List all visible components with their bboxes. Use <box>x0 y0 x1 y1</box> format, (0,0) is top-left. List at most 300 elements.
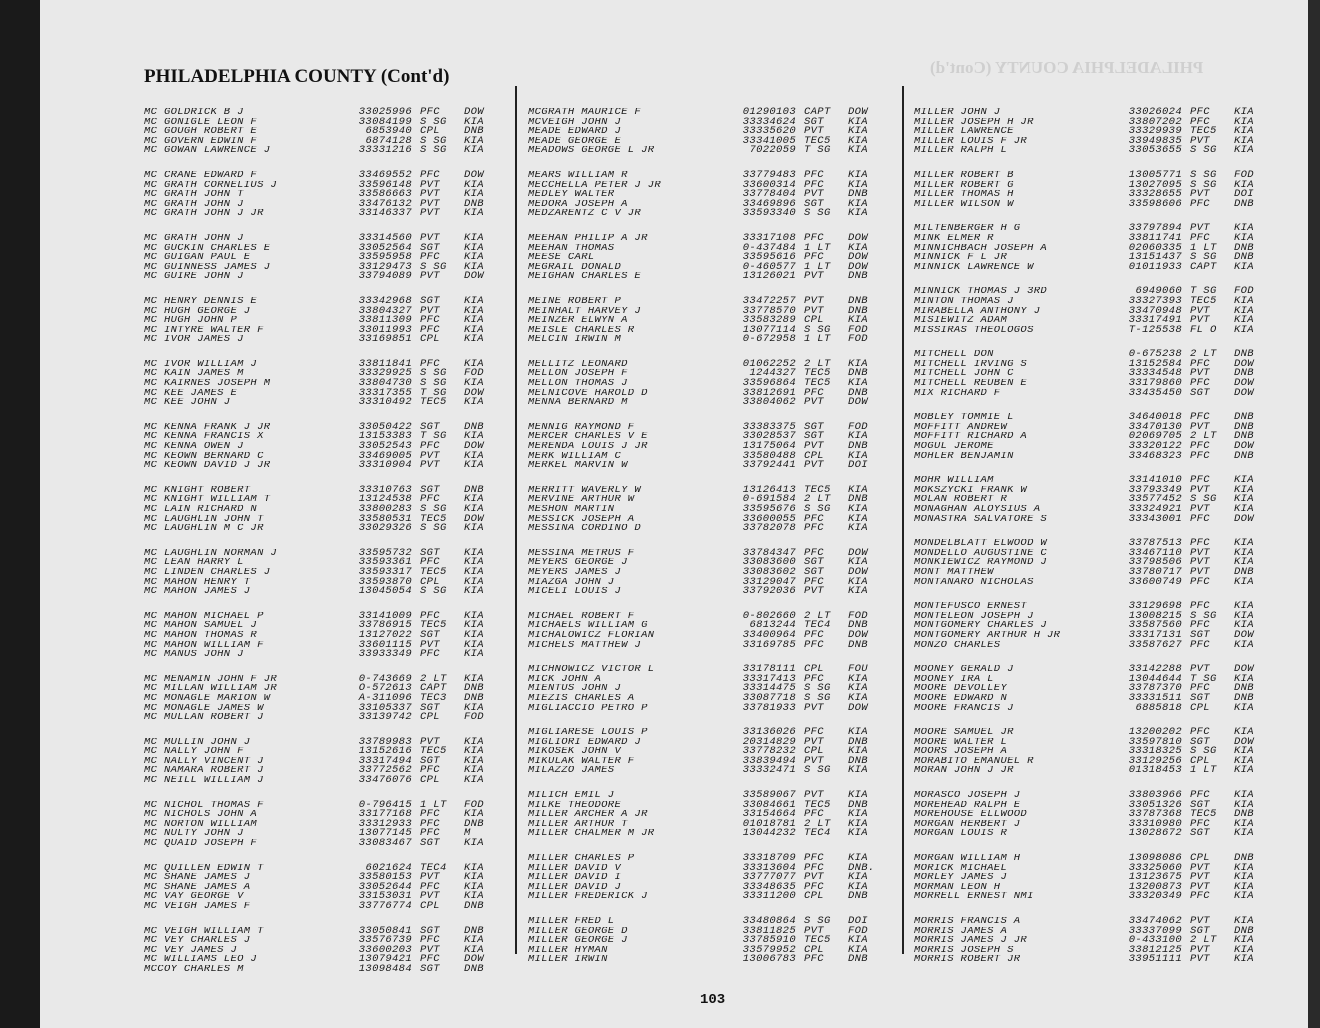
roster-row <box>528 587 882 597</box>
rank: T SG <box>1190 672 1217 685</box>
serial-number: 33587560 <box>1128 619 1182 632</box>
roster-block <box>144 609 498 661</box>
status: DNB <box>848 270 868 283</box>
serial-number: 02069705 <box>1128 430 1182 443</box>
rank: TEC5 <box>804 377 831 390</box>
status: KIA <box>464 861 484 874</box>
status: KIA <box>848 682 868 695</box>
rank: PFC <box>1190 231 1210 244</box>
status: KIA <box>464 323 484 336</box>
roster-row <box>528 272 882 282</box>
status: KIA <box>848 241 868 254</box>
serial-number: T-125538 <box>1128 323 1182 336</box>
rank: SGT <box>804 430 824 443</box>
rank: S SG <box>804 503 831 515</box>
serial-number: 33792441 <box>742 459 796 472</box>
serial-number: 33776774 <box>358 900 412 912</box>
soldier-name: MC KNIGHT WILLIAM T <box>144 495 271 505</box>
serial-number: 33812691 <box>742 386 796 399</box>
roster-row <box>144 304 498 317</box>
rank: PVT <box>1190 222 1210 235</box>
page-number: 103 <box>700 992 726 1008</box>
serial-number: 33087718 <box>742 691 796 704</box>
soldier-name: MCGRATH MAURICE F <box>528 108 642 118</box>
rank: PFC <box>420 251 440 264</box>
serial-number: 33317355 <box>358 386 412 399</box>
serial-number: 33317108 <box>742 231 796 244</box>
soldier-name: MC GOUGH ROBERT E <box>144 127 258 137</box>
soldier-name: MEINHALT HARVEY J <box>528 306 642 317</box>
rank: PFC <box>1190 638 1210 651</box>
soldier-name: MC MILLAN WILLIAM JR <box>144 684 278 694</box>
status: KIA <box>1234 817 1254 830</box>
serial-number: 33320122 <box>1128 440 1182 453</box>
serial-number: 33312933 <box>358 817 412 830</box>
rank: PFC <box>1190 789 1210 802</box>
roster-row <box>144 691 498 704</box>
soldier-name: MC VEY CHARLES J <box>144 936 251 946</box>
serial-number: 33804730 <box>358 377 412 390</box>
rank: SGT <box>1190 735 1210 748</box>
rank: PFC <box>804 386 824 399</box>
serial-number: 33933349 <box>358 648 412 661</box>
status: KIA <box>848 503 868 515</box>
soldier-name: MC KEE JAMES E <box>144 388 238 399</box>
status: DNB <box>1234 241 1254 254</box>
roster-row <box>914 442 1268 452</box>
soldier-name: MINNICK LAWRENCE W <box>914 262 1034 273</box>
serial-number: 33777077 <box>742 871 796 884</box>
rank: PFC <box>420 953 440 966</box>
serial-number: 1244327 <box>749 367 796 380</box>
soldier-name: MILLER HYMAN <box>528 945 608 956</box>
soldier-name: MERK WILLIAM C <box>528 451 622 462</box>
rank: SGT <box>420 837 440 850</box>
serial-number: 33154664 <box>742 808 796 821</box>
rank: PFC <box>1190 115 1210 128</box>
roster-block <box>528 294 882 346</box>
status: KIA <box>464 134 484 147</box>
soldier-name: MENNIG RAYMOND F <box>528 422 635 433</box>
rank: 1 LT <box>420 798 447 811</box>
serial-number: 13098484 <box>358 962 412 975</box>
soldier-name: MONTGOMERY ARTHUR H JR <box>914 630 1061 641</box>
roster-row <box>528 728 882 738</box>
serial-number: 0-675238 <box>1128 348 1182 361</box>
serial-number: 13077114 <box>742 323 796 336</box>
roster-block <box>914 728 1268 776</box>
status: KIA <box>464 241 484 254</box>
serial-number: 33028537 <box>742 430 796 443</box>
status: DNB <box>848 798 868 811</box>
serial-number: 33169851 <box>358 333 412 346</box>
roster-row <box>528 701 882 714</box>
soldier-name: MEINZER ELWYN A <box>528 316 628 326</box>
status: KIA <box>464 459 484 472</box>
status: KIA <box>848 377 868 390</box>
rank: TEC5 <box>804 367 831 380</box>
roster-row <box>144 115 498 128</box>
roster-row <box>914 766 1268 776</box>
roster-row <box>528 575 882 588</box>
roster-block <box>914 917 1268 965</box>
rank: PFC <box>804 178 824 191</box>
serial-number: 33083600 <box>742 556 796 569</box>
rank: PVT <box>1190 483 1210 496</box>
roster-row <box>144 432 498 442</box>
soldier-name: MC LEAN HARRY L <box>144 558 244 568</box>
status: DOI <box>848 459 868 472</box>
status: DOW <box>1234 386 1254 399</box>
rank: SGT <box>1190 386 1210 399</box>
serial-number: 0-433100 <box>1128 934 1182 947</box>
rank: PFC <box>804 808 824 821</box>
status: KIA <box>1234 798 1254 811</box>
status: DOW <box>1234 377 1254 390</box>
soldier-name: MILLER CHARLES P <box>528 854 635 864</box>
serial-number: 33083467 <box>358 837 412 850</box>
rank: PFC <box>420 808 440 821</box>
roster-row <box>528 854 882 864</box>
serial-number: 13175064 <box>742 440 796 453</box>
roster-row <box>914 369 1268 379</box>
roster-row <box>144 178 498 191</box>
status: DOW <box>1234 440 1254 453</box>
serial-number: 33949835 <box>1128 134 1182 147</box>
rank: S SG <box>420 115 447 128</box>
rank: CPL <box>804 449 824 462</box>
status: DNB <box>464 691 484 704</box>
serial-number: 33811741 <box>1128 231 1182 244</box>
serial-number: 13153383 <box>358 430 412 443</box>
serial-number: 33332471 <box>742 764 796 777</box>
soldier-name: MC KAIN JAMES M <box>144 369 244 380</box>
soldier-name: MC NORTON WILLIAM <box>144 819 258 830</box>
soldier-name: MOHR WILLIAM <box>914 476 994 486</box>
serial-number: 33595616 <box>742 251 796 264</box>
rank: TEC5 <box>420 619 447 632</box>
rank: TEC5 <box>420 396 447 409</box>
soldier-name: MINNICK F L JR <box>914 253 1008 263</box>
soldier-name: MILLER RALPH L <box>914 146 1008 156</box>
roster-block <box>914 476 1268 524</box>
roster-block <box>144 672 498 724</box>
rank: PVT <box>804 754 824 767</box>
roster-row <box>914 224 1268 234</box>
serial-number: 33050422 <box>358 420 412 433</box>
rank: SGT <box>420 754 440 767</box>
serial-number: 33951111 <box>1128 953 1182 966</box>
rank: SGT <box>420 701 440 714</box>
roster-row <box>914 127 1268 137</box>
serial-number: 33317491 <box>1128 314 1182 327</box>
serial-number: 33153031 <box>358 890 412 903</box>
serial-number: 13200202 <box>1128 726 1182 739</box>
roster-block <box>144 546 498 598</box>
rank: SGT <box>804 420 824 433</box>
rank: TEC5 <box>804 934 831 947</box>
serial-number: 33129047 <box>742 575 796 588</box>
status: KIA <box>1234 619 1254 632</box>
roster-row <box>144 316 498 326</box>
rank: PVT <box>1190 953 1210 966</box>
serial-number: 33317131 <box>1128 628 1182 641</box>
status: KIA <box>1234 493 1254 506</box>
soldier-name: MC VEIGH WILLIAM T <box>144 926 264 937</box>
serial-number: 20314829 <box>742 735 796 748</box>
serial-number: 13044644 <box>1128 672 1182 685</box>
soldier-name: MC LAUGHLIN M C JR <box>144 524 264 534</box>
roster-row <box>528 873 882 883</box>
soldier-name: MONTANARO NICHOLAS <box>914 577 1034 588</box>
status: DOW <box>848 251 868 264</box>
status: DOW <box>464 106 484 118</box>
roster-block <box>144 924 498 975</box>
rank: PFC <box>420 106 440 118</box>
status: DOW <box>1234 357 1254 370</box>
roster-row <box>914 304 1268 317</box>
status: DOI <box>1234 188 1254 201</box>
status: KIA <box>464 934 484 947</box>
status: KIA <box>464 207 484 220</box>
roster-row <box>528 505 882 515</box>
roster-row <box>144 817 498 830</box>
status: KIA <box>464 231 484 244</box>
roster-row <box>914 449 1268 462</box>
serial-number: 13152616 <box>358 745 412 758</box>
status: FOD <box>848 333 868 346</box>
status: KIA <box>1234 609 1254 622</box>
status: KIA <box>848 207 868 220</box>
roster-row <box>144 335 498 345</box>
status: KIA <box>1234 304 1254 317</box>
rank: 1 LT <box>1190 764 1217 777</box>
status: KIA <box>1234 861 1254 874</box>
soldier-name: MELCIN IRWIN M <box>528 335 622 345</box>
roster-row <box>144 962 498 975</box>
roster-block <box>528 231 882 283</box>
roster-row <box>914 539 1268 549</box>
rank: PFC <box>420 493 440 506</box>
roster-row <box>144 754 498 767</box>
rank: SGT <box>1190 628 1210 641</box>
serial-number: 33812125 <box>1128 943 1182 956</box>
soldier-name: MC MONAGLE MARION W <box>144 693 271 704</box>
roster-row <box>914 701 1268 714</box>
soldier-name: MOORE DEVOLLEY <box>914 684 1008 694</box>
rank: CPL <box>420 711 440 724</box>
status: KIA <box>464 260 484 273</box>
rank: PFC <box>420 934 440 947</box>
rank: PVT <box>420 449 440 462</box>
serial-number: 33778232 <box>742 745 796 758</box>
serial-number: 33839494 <box>742 754 796 767</box>
roster-block <box>528 665 882 713</box>
soldier-name: MILLER WILSON W <box>914 199 1014 210</box>
status: KIA <box>1234 880 1254 893</box>
soldier-name: MIX RICHARD F <box>914 388 1001 399</box>
serial-number: 33476132 <box>358 197 412 210</box>
soldier-name: MELNICOVE HAROLD D <box>528 388 648 399</box>
status: DOW <box>848 106 868 118</box>
serial-number: 13008215 <box>1128 609 1182 622</box>
column-1 <box>144 108 498 990</box>
serial-number: 33341005 <box>742 134 796 147</box>
rank: TEC5 <box>420 745 447 758</box>
soldier-name: MELLON JOSEPH F <box>528 369 628 380</box>
status: DNB <box>464 962 484 975</box>
rank: PFC <box>804 522 824 535</box>
roster-row <box>528 943 882 956</box>
rank: PVT <box>420 270 440 283</box>
soldier-name: MC QUILLEN EDWIN T <box>144 863 264 874</box>
soldier-name: MILLER IRWIN <box>528 955 608 965</box>
serial-number: 33084199 <box>358 115 412 128</box>
rank: PFC <box>804 672 824 685</box>
soldier-name: MC NAMARA ROBERT J <box>144 766 264 777</box>
soldier-name: MILKE THEODORE <box>528 800 622 811</box>
soldier-name: MC NALLY JOHN F <box>144 747 244 757</box>
serial-number: 33470948 <box>1128 304 1182 317</box>
serial-number: 33141009 <box>358 609 412 622</box>
roster-row <box>144 294 498 307</box>
rank: CPL <box>420 900 440 912</box>
rank: S SG <box>420 367 447 380</box>
soldier-name: MERVINE ARTHUR W <box>528 495 635 505</box>
soldier-name: MEEHAN THOMAS <box>528 243 615 254</box>
serial-number: 33798506 <box>1128 556 1182 569</box>
serial-number: 33469005 <box>358 449 412 462</box>
roster-row <box>144 231 498 244</box>
serial-number: 33576739 <box>358 934 412 947</box>
soldier-name: MEDORA JOSEPH A <box>528 199 628 210</box>
soldier-name: MONTGOMERY CHARLES J <box>914 621 1048 631</box>
roster-row <box>914 260 1268 273</box>
soldier-name: MORMAN LEON H <box>914 882 1001 893</box>
status: DNB <box>848 638 868 651</box>
roster-row <box>914 628 1268 641</box>
soldier-name: MELLITZ LEONARD <box>528 359 628 370</box>
rank: S SG <box>420 144 447 157</box>
rank: CAPT <box>804 106 831 118</box>
roster-row <box>144 892 498 902</box>
soldier-name: MIENTUS JOHN J <box>528 684 622 694</box>
status: KIA <box>464 871 484 884</box>
rank: SGT <box>804 197 824 210</box>
status: KIA <box>1234 890 1254 903</box>
status: DNB <box>1234 682 1254 695</box>
soldier-name: MOLAN ROBERT R <box>914 495 1008 505</box>
status: DNB <box>848 953 868 966</box>
rank: PVT <box>420 638 440 651</box>
rank: 2 LT <box>1190 348 1217 361</box>
status: FOD <box>464 798 484 811</box>
rank: SGT <box>1190 798 1210 811</box>
rank: PFC <box>804 251 824 264</box>
soldier-name: MILTENBERGER H G <box>914 224 1021 234</box>
rank: PFC <box>420 357 440 370</box>
status: KIA <box>464 764 484 777</box>
status: KIA <box>848 764 868 777</box>
soldier-name: MOONEY GERALD J <box>914 665 1014 675</box>
soldier-name: MORASCO JOSEPH J <box>914 791 1021 801</box>
rank: PVT <box>1190 420 1210 433</box>
soldier-name: MOONEY IRA L <box>914 674 994 685</box>
status: KIA <box>464 565 484 578</box>
serial-number: 33474062 <box>1128 915 1182 927</box>
soldier-name: MICK JOHN A <box>528 674 602 685</box>
roster-row <box>144 628 498 641</box>
status: KIA <box>848 691 868 704</box>
soldier-name: MCVEIGH JOHN J <box>528 117 622 128</box>
serial-number: 33811825 <box>742 924 796 937</box>
roster-row <box>528 461 882 471</box>
roster-row <box>528 386 882 399</box>
soldier-name: MC NALLY VINCENT J <box>144 756 264 767</box>
status: FOD <box>848 609 868 622</box>
rank: PVT <box>420 304 440 317</box>
roster-block <box>144 357 498 409</box>
roster-row <box>144 398 498 408</box>
rank: CPL <box>1190 701 1210 714</box>
serial-number: 33593340 <box>742 207 796 220</box>
serial-number: 33811309 <box>358 314 412 327</box>
page-title: PHILADELPHIA COUNTY (Cont'd) <box>144 66 450 87</box>
soldier-name: MC MAHON SAMUEL J <box>144 621 258 631</box>
serial-number: 33778570 <box>742 304 796 317</box>
rank: PVT <box>804 924 824 937</box>
status: KIA <box>848 726 868 739</box>
serial-number: 33597810 <box>1128 735 1182 748</box>
soldier-name: MILLER JOSEPH H JR <box>914 117 1034 128</box>
rank: PVT <box>804 125 824 138</box>
soldier-name: MC NEILL WILLIAM J <box>144 776 264 786</box>
rank: 2 LT <box>420 672 447 685</box>
status: DNB <box>464 420 484 433</box>
serial-number: 33800283 <box>358 503 412 515</box>
soldier-name: MILAZZO JAMES <box>528 766 615 777</box>
soldier-name: MEARS WILLIAM R <box>528 170 628 181</box>
status: KIA <box>464 880 484 893</box>
status: KIA <box>1234 144 1254 157</box>
soldier-name: MC MAHON WILLIAM F <box>144 640 264 651</box>
rank: 1 LT <box>1190 241 1217 254</box>
soldier-name: MOREHOUSE ELLWOOD <box>914 810 1028 820</box>
roster-row <box>914 621 1268 631</box>
soldier-name: MC IVOR WILLIAM J <box>144 359 258 370</box>
soldier-name: MEDLEY WALTER <box>528 190 615 200</box>
serial-number: 33586663 <box>358 188 412 201</box>
soldier-name: MC LAUGHLIN NORMAN J <box>144 548 278 559</box>
roster-row <box>528 115 882 128</box>
status: KIA <box>848 852 868 865</box>
serial-number: 13098086 <box>1128 852 1182 865</box>
roster-block <box>528 609 882 651</box>
rank: S SG <box>420 260 447 273</box>
serial-number: 6885818 <box>1135 701 1182 714</box>
status: KIA <box>1234 934 1254 947</box>
soldier-name: MC MENAMIN JOHN F JR <box>144 674 278 685</box>
serial-number: 33593317 <box>358 565 412 578</box>
serial-number: 33334624 <box>742 115 796 128</box>
status: KIA <box>848 575 868 588</box>
rank: CPL <box>1190 754 1210 767</box>
rank: CAPT <box>1190 260 1217 273</box>
soldier-name: MC GUIRE JOHN J <box>144 272 244 282</box>
soldier-name: MC MAHON THOMAS R <box>144 630 258 641</box>
rank: TEC5 <box>804 134 831 147</box>
roster-row <box>914 294 1268 307</box>
